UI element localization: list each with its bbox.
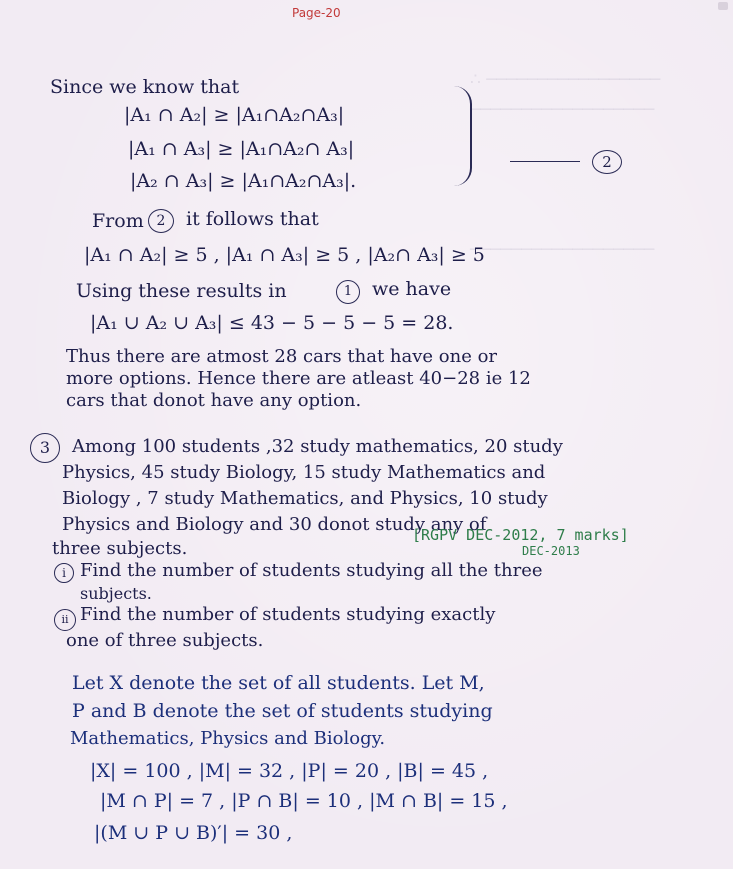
union-bound: |A₁ ∪ A₂ ∪ A₃| ≤ 43 − 5 − 5 − 5 = 28. — [90, 312, 454, 334]
bleed-through-3: ────────────────── — [470, 240, 655, 260]
source-reference: [RGPV DEC-2012, 7 marks] — [412, 526, 629, 544]
right-brace — [454, 86, 472, 186]
question-line-2: Physics, 45 study Biology, 15 study Mathematics and — [62, 462, 546, 483]
solution-line-1: Let X denote the set of all students. Let M, — [72, 672, 485, 694]
question-line-1: Among 100 students ,32 study mathematics, 20 study — [72, 436, 563, 457]
inequality-1: |A₁ ∩ A₂| ≥ |A₁∩A₂∩A₃| — [124, 104, 345, 126]
solution-line-3: Mathematics, Physics and Biology. — [70, 728, 386, 749]
bleed-through-2: ────────────────── — [470, 100, 655, 120]
part-2-line-b: one of three subjects. — [66, 630, 264, 651]
part-2-line-a: Find the number of students studying exactly — [80, 604, 496, 625]
solution-cardinalities-1: |X| = 100 , |M| = 32 , |P| = 20 , |B| = 45 , — [90, 760, 489, 782]
solution-line-2: P and B denote the set of students studying — [72, 700, 493, 722]
equation-label-2: 2 — [592, 150, 622, 174]
derived-inequalities: |A₁ ∩ A₂| ≥ 5 , |A₁ ∩ A₃| ≥ 5 , |A₂∩ A₃| ≥ 5 — [84, 244, 485, 266]
conclusion-line-1: Thus there are atmost 28 cars that have one or — [66, 346, 498, 367]
question-number: 3 — [30, 433, 60, 463]
from-suffix: it follows that — [186, 208, 319, 230]
part-1-line-b: subjects. — [80, 584, 152, 603]
question-line-5: three subjects. — [52, 538, 188, 559]
page-header: Page-20 — [292, 6, 341, 20]
using-prefix: Using these results in — [76, 280, 287, 302]
inequality-3: |A₂ ∩ A₃| ≥ |A₁∩A₂∩A₃|. — [130, 170, 357, 192]
from-circle-ref: 2 — [148, 209, 174, 233]
from-prefix: From — [92, 210, 144, 232]
corner-mark — [718, 2, 728, 10]
conclusion-line-2: more options. Hence there are atleast 40−28 ie 12 — [66, 368, 531, 389]
question-line-4: Physics and Biology and 30 donot study any of — [62, 514, 487, 535]
inequality-2: |A₁ ∩ A₃| ≥ |A₁∩A₂∩ A₃| — [128, 138, 355, 160]
source-reference-2: DEC-2013 — [522, 544, 580, 558]
using-suffix: we have — [372, 278, 452, 300]
equation-dash — [510, 161, 580, 162]
question-line-3: Biology , 7 study Mathematics, and Physics, 10 study — [62, 488, 548, 509]
part-1-number: i — [54, 563, 74, 583]
part-1-line-a: Find the number of students studying all the three — [80, 560, 543, 581]
bleed-through-1: ∴ ───────────────── — [470, 70, 661, 90]
conclusion-line-3: cars that donot have any option. — [66, 390, 362, 411]
solution-complement: |(M ∪ P ∪ B)′| = 30 , — [94, 822, 293, 844]
part-2-number: ii — [54, 609, 76, 631]
since-line: Since we know that — [50, 76, 240, 98]
solution-cardinalities-2: |M ∩ P| = 7 , |P ∩ B| = 10 , |M ∩ B| = 15 , — [100, 790, 508, 812]
using-circle-ref: 1 — [336, 280, 360, 304]
